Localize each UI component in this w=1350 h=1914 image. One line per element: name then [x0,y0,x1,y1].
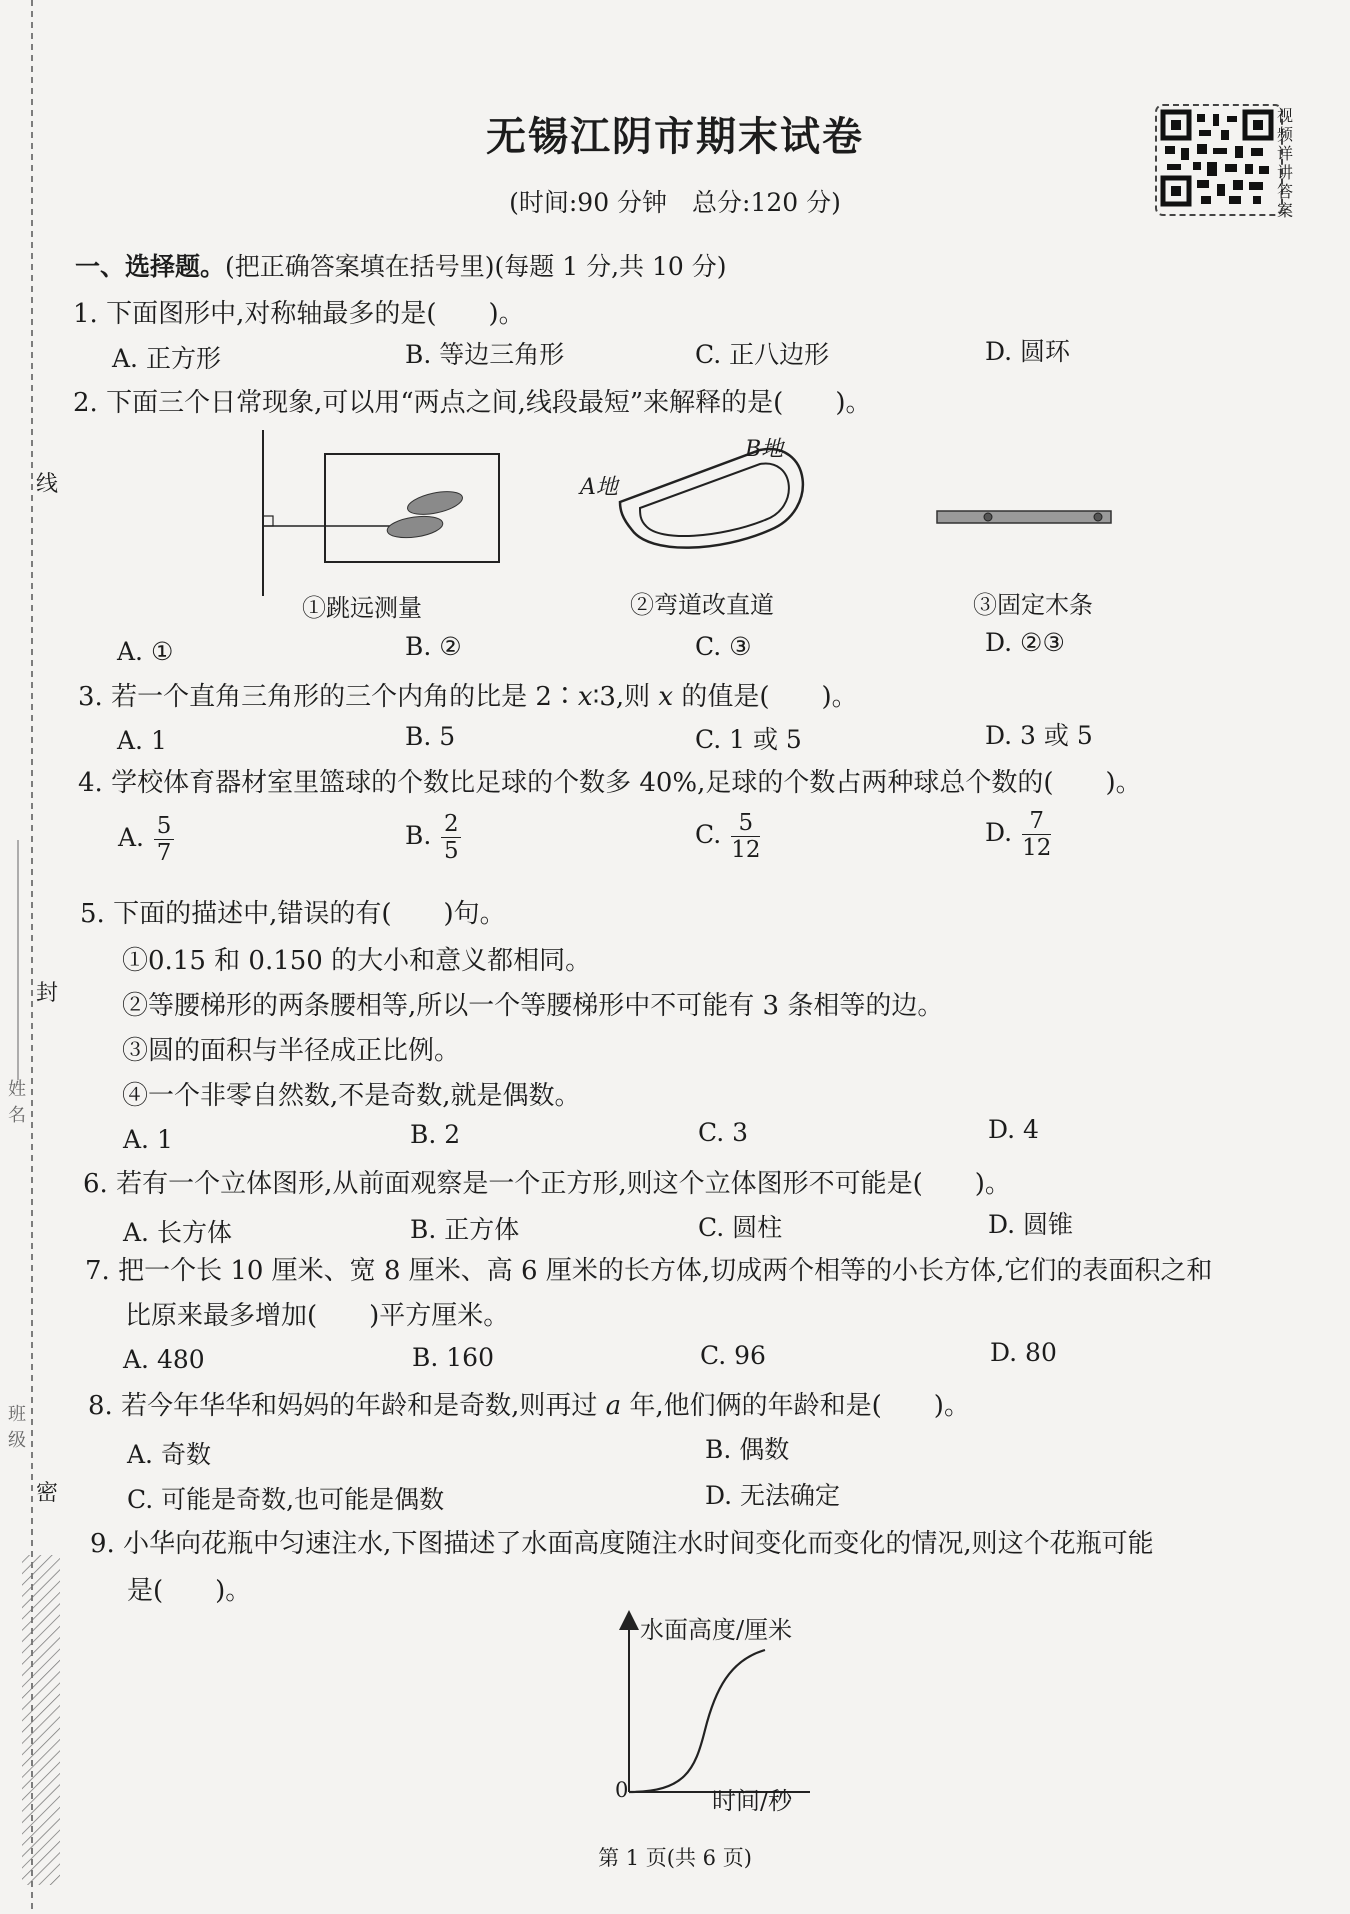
q8-option-a[interactable]: A. 奇数 [127,1440,211,1469]
water-height-curve [629,1650,765,1792]
question-8: 8. 若今年华华和妈妈的年龄和是奇数,则再过 a 年,他们俩的年龄和是( )。 [88,1391,970,1421]
figure-wood-strip [935,505,1115,531]
q8-var-a: a [605,1391,622,1421]
q1-option-c[interactable]: C. 正八边形 [695,340,830,369]
q2-label-a: A地 [580,475,618,500]
question-3: 3. 若一个直角三角形的三个内角的比是 2∶x∶3,则 x 的值是( )。 [78,682,858,712]
question-5: 5. 下面的描述中,错误的有( )句。 [80,899,506,929]
q2-option-c[interactable]: C. ③ [695,632,752,661]
section-instruction: (把正确答案填在括号里)(每题 1 分,共 10 分) [225,252,727,281]
q5-statement-3: ③圆的面积与半径成正比例。 [122,1036,461,1066]
q5-statement-2: ②等腰梯形的两条腰相等,所以一个等腰梯形中不可能有 3 条相等的边。 [122,991,944,1021]
figure-long-jump [255,428,505,598]
q5-option-b[interactable]: B. 2 [410,1120,461,1149]
exam-info: (时间:90 分钟 总分:120 分) [509,188,841,217]
graph-x-label: 时间/秒 [712,1787,793,1815]
binding-dense-label: 密 [36,1481,59,1506]
q3-var-x: x [577,682,593,712]
q4-option-a[interactable]: A. $\frac{5}{7}$ [118,813,174,866]
q2-caption-3: ③固定木条 [973,591,1093,619]
q6-option-a[interactable]: A. 长方体 [123,1218,232,1247]
q8-option-d[interactable]: D. 无法确定 [705,1481,841,1510]
q2-option-a[interactable]: A. ① [117,637,174,666]
question-2: 2. 下面三个日常现象,可以用“两点之间,线段最短”来解释的是( )。 [73,388,872,418]
question-4: 4. 学校体育器材室里篮球的个数比足球的个数多 40%,足球的个数占两种球总个数的( )。 [78,768,1142,798]
q6-option-c[interactable]: C. 圆柱 [698,1213,783,1242]
page-title: 无锡江阴市期末试卷 [486,114,864,160]
q2-caption-1: ①跳远测量 [302,594,422,622]
question-6: 6. 若有一个立体图形,从前面观察是一个正方形,则这个立体图形不可能是( )。 [83,1169,1011,1199]
q7-option-d[interactable]: D. 80 [990,1338,1057,1367]
q2-option-d[interactable]: D. ②③ [985,628,1065,657]
q4-option-b[interactable]: B. $\frac{2}{5}$ [405,811,461,864]
q1-option-d[interactable]: D. 圆环 [985,337,1071,366]
graph-y-label: 水面高度/厘米 [640,1616,793,1644]
q5-option-d[interactable]: D. 4 [988,1115,1039,1144]
section-heading [75,247,726,283]
q3-var-x-2: x [658,682,674,712]
q7-option-c[interactable]: C. 96 [700,1341,766,1370]
q2-caption-2: ②弯道改直道 [630,591,774,619]
q3-option-c[interactable]: C. 1 或 5 [695,725,802,754]
q1-option-b[interactable]: B. 等边三角形 [405,340,565,369]
binding-name-mark: 姓名 [8,1079,26,1126]
q8-option-b[interactable]: B. 偶数 [705,1435,790,1464]
q6-option-b[interactable]: B. 正方体 [410,1215,520,1244]
q5-statement-1: ①0.15 和 0.150 的大小和意义都相同。 [122,946,592,976]
question-7-line-1: 7. 把一个长 10 厘米、宽 8 厘米、高 6 厘米的长方体,切成两个相等的小长方体,它们的表面积之和 [85,1256,1213,1286]
q3-option-d[interactable]: D. 3 或 5 [985,721,1093,750]
q7-option-a[interactable]: A. 480 [123,1345,205,1374]
q5-statement-4: ④一个非零自然数,不是奇数,就是偶数。 [122,1081,581,1111]
q3-option-b[interactable]: B. 5 [405,722,456,751]
q2-option-b[interactable]: B. ② [405,632,462,661]
binding-line-label: 线 [36,472,59,497]
graph-origin: 0 [615,1778,629,1802]
binding-seal-label: 封 [36,981,59,1006]
q3-option-a[interactable]: A. 1 [117,726,167,755]
page-number: 第 1 页(共 6 页) [598,1846,752,1870]
section-number: 一、选择题。 [75,252,226,281]
q4-option-c[interactable]: C. $\frac{5}{12}$ [695,810,761,863]
qr-label: 视频详讲答案 [1276,106,1293,220]
q2-label-b: B地 [745,437,784,462]
q5-option-a[interactable]: A. 1 [123,1125,173,1154]
question-9-line-2: 是( )。 [127,1576,252,1606]
question-7-line-2: 比原来最多增加( )平方厘米。 [125,1301,510,1331]
q8-option-c[interactable]: C. 可能是奇数,也可能是偶数 [127,1485,445,1514]
qr-code-icon[interactable] [1155,104,1283,216]
question-9-line-1: 9. 小华向花瓶中匀速注水,下图描述了水面高度随注水时间变化而变化的情况,则这个花瓶可能 [90,1529,1154,1559]
q5-option-c[interactable]: C. 3 [698,1118,749,1147]
q4-option-d[interactable]: D. $\frac{7}{12}$ [985,808,1052,861]
binding-margin [0,0,70,1914]
q1-option-a[interactable]: A. 正方形 [112,344,221,373]
binding-class-mark: 班级 [8,1404,26,1451]
hatched-strip [22,1555,60,1885]
question-1: 1. 下面图形中,对称轴最多的是( )。 [73,299,525,329]
q7-option-b[interactable]: B. 160 [412,1343,494,1372]
q6-option-d[interactable]: D. 圆锥 [988,1210,1074,1239]
